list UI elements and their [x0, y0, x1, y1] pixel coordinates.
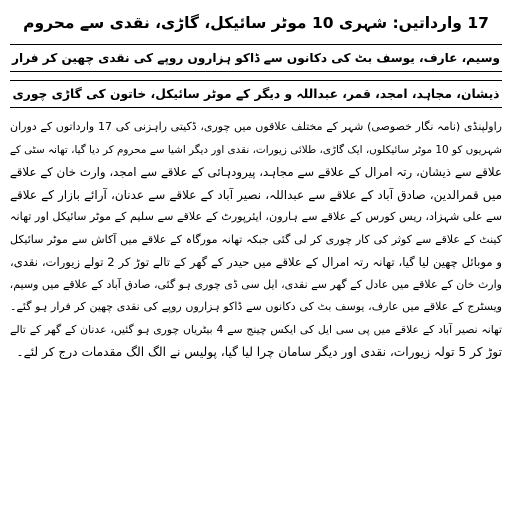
body-line: شہریوں کو 10 موٹر سائیکلوں، ایک گاڑی، طلائی زیورات، نقدی اور دیگر اشیا سے محروم کر دیا گیا، تھانہ سٹی کے [10, 143, 502, 156]
body-line: کینٹ کے علاقے سے کوثر کی کار چوری کر لی گئی جبکہ تھانہ مورگاہ کے علاقے میں آکاش سے موٹر سائیکل [10, 232, 502, 246]
body-line: سے علی شہزاد، ریس کورس کے علاقے سے ہارون، ایئرپورٹ کے علاقے سے سلیم کے موٹر سائیکل اور تھانہ [10, 210, 502, 223]
headline-main: 17 وارداتیں: شہری 10 موٹر سائیکل، گاڑی، نقدی سے محروم [23, 14, 489, 32]
body-line: راولپنڈی (نامہ نگار خصوصی) شہر کے مختلف علاقوں میں چوری، ڈکیتی راہزنی کی 17 وارداتوں کے دوران [10, 120, 502, 133]
body-line: توڑ کر 5 تولہ زیورات، نقدی اور دیگر سامان چرا لیا گیا، پولیس نے الگ الگ مقدمات درج کر لئے۔ [16, 345, 502, 359]
body-line: و موبائل چھین لیا گیا، تھانہ رتہ امرال کے علاقے میں حیدر کے گھر کے تالے توڑ کر 2 تولے زیورات، نقدی، [10, 255, 502, 269]
body-line: میں قمرالدین، صادق آباد کے علاقے سے عبداللہ، نصیر آباد کے علاقے سے عدنان، آرائے بازار کے علاقے [10, 187, 502, 202]
headline-sub-1: وسیم، عارف، یوسف بٹ کی دکانوں سے ڈاکو ہزاروں روپے کی نقدی چھین کر فرار [10, 44, 502, 72]
body-line: علاقے سے ذیشان، رتہ امرال کے علاقے سے مجاہد، پیرودہائی کے علاقے سے امجد، وارث خان کے علاقے [10, 165, 502, 179]
article-body [10, 116, 502, 364]
body-line: وارث خان کے علاقے میں عادل کے گھر سے نقدی، ایل سی ڈی چوری ہو گئی، صادق آباد کے علاقے میں وسیم، [10, 277, 502, 291]
body-line: ویسٹرج کے علاقے میں عارف، یوسف بٹ کی دکانوں سے ڈاکو ہزاروں روپے کی نقدی چھین کر فرار ہو گئے۔ [10, 300, 502, 313]
headline-sub-2: ذیشان، مجاہد، امجد، قمر، عبداللہ و دیگر کے موٹر سائیکل، خاتون کی گاڑی چوری [10, 80, 502, 108]
body-line: تھانہ نصیر آباد کے علاقے میں پی سی ایل کی ایکس چینج سے 4 بیٹریاں چوری ہو گئیں، عدنان کے گھر کے تالے [10, 322, 502, 336]
